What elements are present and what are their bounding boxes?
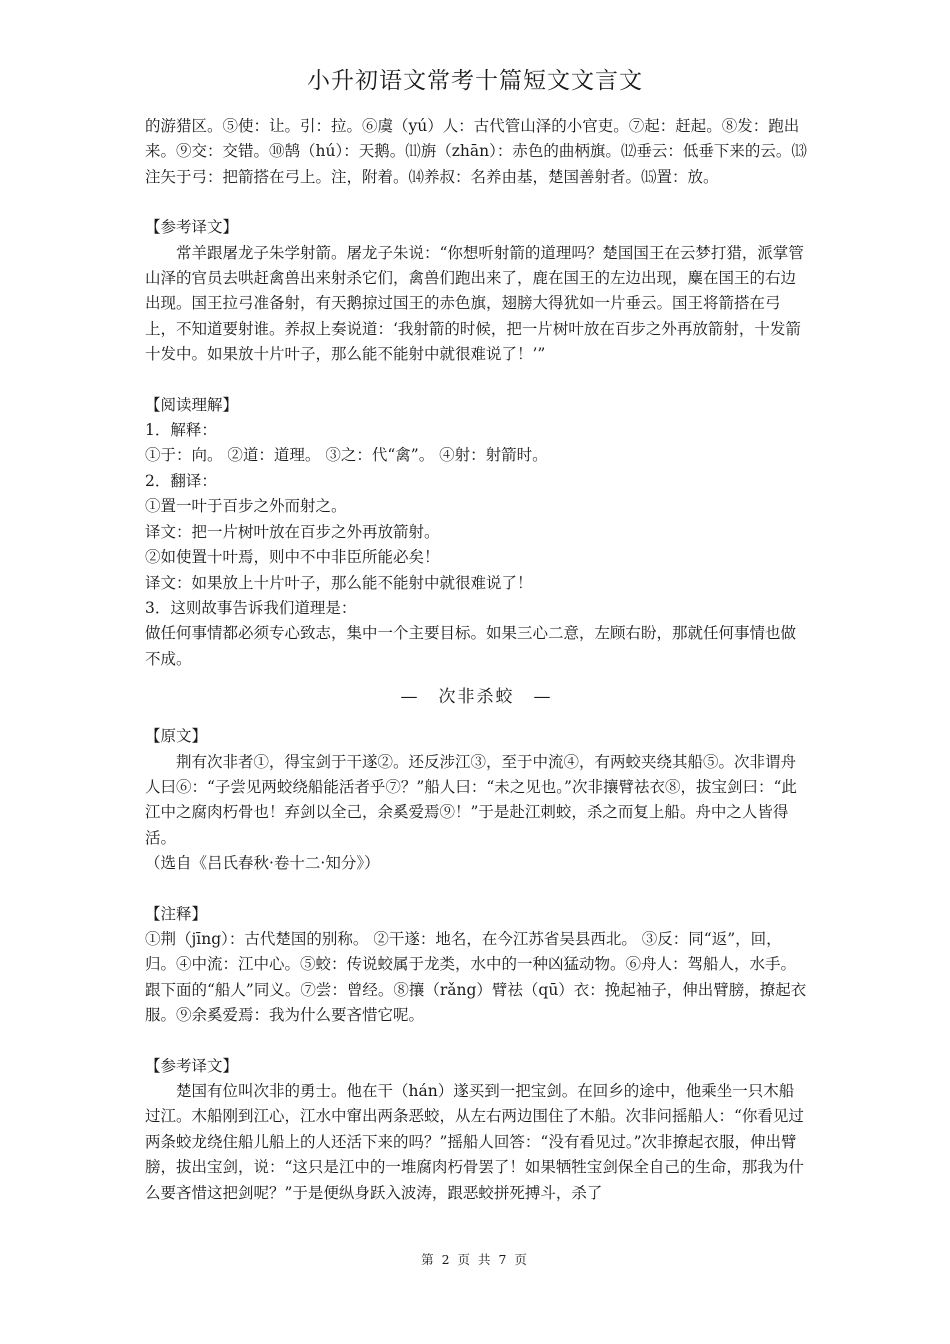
original-body: 荆有次非者①，得宝剑于干遂②。还反涉江③，至于中流④，有两蛟夹绕其船⑤。次非谓舟人曰⑥：“子尝见两蛟绕船能活者乎⑦？”船人曰：“未之见也。”次非攘臂祛衣⑧，拔宝剑曰：“此江中之腐肉朽骨也！弃剑以全己，余奚爱焉⑨！”于是赴江刺蛟，杀之而复上船。舟中之人皆得活。	[145, 752, 797, 847]
reading-heading: 【阅读理解】	[145, 395, 239, 414]
reading-q1-answer: ①于：向。 ②道：道理。 ③之：代“禽”。 ④射：射箭时。	[145, 446, 548, 465]
notes-heading: 【注释】	[145, 904, 208, 923]
notes-body: ①荆（jīng）：古代楚国的别称。 ②干遂：地名，在今江苏省吴县西北。 ③反：同“返”，回，归。④中流：江中心。⑤蛟：传说蛟属于龙类，水中的一种凶猛动物。⑥舟人：驾船人，水手。跟下面的“船人”同义。⑦尝：曾经。⑧攘（rǎng）臂祛（qū）衣：挽起袖子，伸出臂膀，撩起衣服。⑨余奚爱焉：我为什么要吝惜它呢。	[145, 929, 807, 1025]
reading-q1: 1．解释：	[145, 421, 217, 440]
notes-continued: 的游猎区。⑤使：让。引：拉。⑥虞（yú）人：古代管山泽的小官吏。⑦起：赶起。⑧发：跑出来。⑨交：交错。⑩鹄（hú）：天鹅。⑾旃（zhān）：赤色的曲柄旗。⑿垂云：低垂下来的云。⒀注矢于弓：把箭搭在弓上。注，附着。⒁养叔：名养由基，楚国善射者。⒂置：放。	[145, 117, 807, 186]
page-title: 小升初语文常考十篇短文文言文	[307, 68, 643, 94]
story-title: — 次非杀蛟 —	[400, 687, 553, 708]
translation2-body: 楚国有位叫次非的勇士。他在干（hán）遂买到一把宝剑。在回乡的途中，他乘坐一只木船过江。木船刚到江心，江水中窜出两条恶蛟，从左右两边围住了木船。次非问摇船人：“你看见过两条蛟龙绕住船儿船上的人还活下来的吗？”摇船人回答：“没有看见过。”次非撩起衣服，伸出臂膀，拔出宝剑，说：“这只是江中的一堆腐肉朽骨罢了！如果牺牲宝剑保全自己的生命，那我为什么要吝惜这把剑呢？”于是便纵身跃入波涛，跟恶蛟拼死搏斗，杀了	[145, 1082, 804, 1202]
reading-q3-answer: 做任何事情都必须专心致志，集中一个主要目标。如果三心二意，左顾右盼，那就任何事情也做不成。	[145, 624, 797, 668]
spacer	[145, 190, 808, 215]
reading-q2-translation-1: 译文：把一片树叶放在百步之外再放箭射。	[145, 522, 440, 541]
reading-q2-sentence-2: ②如使置十叶焉，则中不中非臣所能必矣！	[145, 548, 440, 567]
document-body	[145, 114, 808, 1206]
spacer	[145, 368, 808, 393]
translation-body: 常羊跟屠龙子朱学射箭。屠龙子朱说：“你想听射箭的道理吗？楚国国王在云梦打猎，派掌管山泽的官员去哄赶禽兽出来射杀它们，禽兽们跑出来了，鹿在国王的左边出现，麋在国王的右边出现。国王拉弓准备射，有天鹅掠过国王的赤色旗，翅膀大得犹如一片垂云。国王将箭搭在弓上，不知道要射谁。养叔上奏说道：‘我射箭的时候，把一片树叶放在百步之外再放箭射，十发箭十发中。如果放十片叶子，那么能不能射中就很难说了！’”	[145, 243, 804, 364]
original-heading: 【原文】	[145, 727, 208, 746]
translation2-heading: 【参考译文】	[145, 1056, 239, 1075]
source-citation: （选自《吕氏春秋·卷十二·知分》）	[145, 854, 380, 873]
reading-q2-sentence-1: ①置一叶于百步之外而射之。	[145, 497, 347, 516]
reading-q2: 2．翻译：	[145, 471, 217, 490]
spacer	[145, 877, 808, 902]
spacer	[145, 1029, 808, 1054]
translation-heading: 【参考译文】	[145, 218, 239, 237]
reading-q3: 3．这则故事告诉我们道理是：	[145, 598, 357, 617]
reading-q2-translation-2: 译文：如果放上十片叶子，那么能不能射中就很难说了！	[145, 573, 533, 592]
page-footer: 第 2 页 共 7 页	[421, 1252, 529, 1267]
